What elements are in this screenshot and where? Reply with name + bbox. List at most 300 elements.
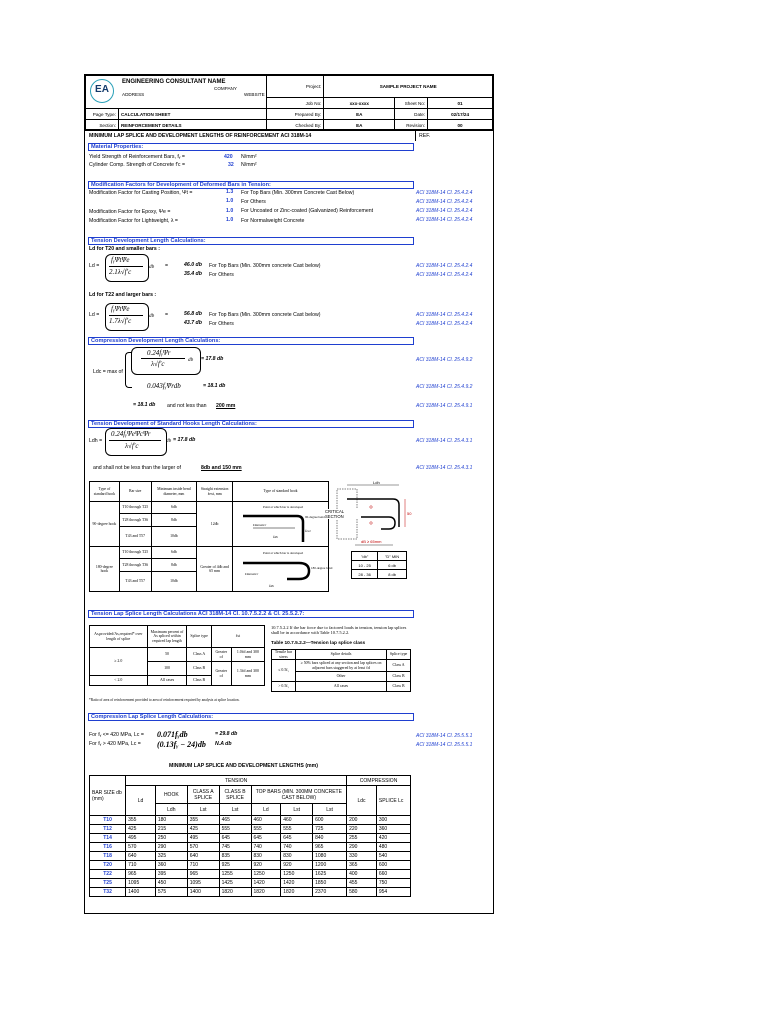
summary-cell: 750 xyxy=(376,879,410,888)
summary-cell: 455 xyxy=(347,879,377,888)
summary-cell: 575 xyxy=(155,888,187,897)
summary-cell: 300 xyxy=(376,816,410,825)
revision-label: Revision: xyxy=(395,120,428,131)
mod-label-0: Modification Factor for Casting Position, Ψt = xyxy=(89,190,193,196)
lap-right-stress-2: > 0.5fᵧ xyxy=(272,682,296,692)
summary-cell: 365 xyxy=(347,861,377,870)
hooks-th-dia: Minimum inside bend diameter, mm xyxy=(151,482,197,502)
summary-col-bar: BAR SIZE db (mm) xyxy=(90,776,126,816)
tension-small-heading: Ld for T20 and smaller bars : xyxy=(89,246,160,252)
hook-bar xyxy=(109,440,161,441)
mod-value-0: 1.3 xyxy=(226,189,234,195)
lap-pct-0: 50 xyxy=(147,648,187,662)
revision: 00 xyxy=(428,120,493,131)
summary-cell: 400 xyxy=(347,870,377,879)
mod-ref-1: ACI 318M-14 Cl. 25.4.2.4 xyxy=(416,199,473,205)
lap-type-1: Class B xyxy=(187,662,211,676)
hooks-180-dia-2: 10db xyxy=(151,571,197,591)
lap-right-type-0: Class A xyxy=(387,660,411,672)
hook-num: 0.24fᵧΨeΨcΨr xyxy=(111,430,151,438)
hooks-th-ext: Straight extension ℓext, mm xyxy=(197,482,233,502)
page-type-label: Page Type: xyxy=(86,109,119,120)
summary-cell: 965 xyxy=(313,843,347,852)
large-top-value: 56.8 db xyxy=(184,311,202,317)
summary-cell: 540 xyxy=(376,852,410,861)
comp-f1-db: db xyxy=(188,357,194,363)
tension-lap-heading: Tension Lap Splice Length Calculations ACI 318M-14 Cl. 10.7.5.2.2 & Cl. 25.5.2.7: xyxy=(88,610,414,618)
formula-small-bar xyxy=(109,266,143,267)
ld-label-small: Ld = xyxy=(89,263,100,269)
material-heading: Material Properties: xyxy=(88,143,414,151)
sheet-no: 01 xyxy=(428,98,493,109)
small-other-value: 35.4 db xyxy=(184,271,202,277)
company-name: ENGINEERING CONSULTANT NAME xyxy=(122,79,226,85)
summary-col-a-sub: Lst xyxy=(187,804,219,816)
lap-ratio-0: ≥ 2.0 xyxy=(90,648,148,676)
mod-ref-3: ACI 318M-14 Cl. 25.4.2.4 xyxy=(416,217,473,223)
lap-ge-1: Greater of xyxy=(211,662,231,686)
lap-left-th-3: ℓst xyxy=(211,626,264,648)
ref-column-divider xyxy=(415,129,416,141)
summary-cell: 1255 xyxy=(219,870,251,879)
fig-90-ldh: ℓdh xyxy=(272,535,278,539)
summary-bar-size: T18 xyxy=(90,852,126,861)
comp-lap-row2-value: N.A db xyxy=(215,741,232,747)
summary-bar-size: T22 xyxy=(90,870,126,879)
summary-cell: 290 xyxy=(155,843,187,852)
job-no: xxx-xxxx xyxy=(324,98,395,109)
comp-f2: 0.043fᵧΨrdb xyxy=(147,382,181,390)
comp-lap-row1-value: = 29.8 db xyxy=(215,731,238,737)
comp-not-less-value: 200 mm xyxy=(216,403,236,409)
lap-ratio-2: < 2.0 xyxy=(90,676,148,686)
comp-ref-3: ACI 318M-14 Cl. 25.4.9.1 xyxy=(416,403,473,409)
summary-row xyxy=(90,852,411,861)
project-name: SAMPLE PROJECT NAME xyxy=(324,76,493,98)
summary-cell: 1850 xyxy=(313,879,347,888)
summary-col-splice-group xyxy=(376,786,410,816)
summary-cell: 1820 xyxy=(219,888,251,897)
date: 02/17/24 xyxy=(428,109,493,120)
ldh-label: Ldh = xyxy=(89,438,103,444)
sheet-title: MINIMUM LAP SPLICE AND DEVELOPMENT LENGTHS OF REINFORCEMENT ACI 318M-14 xyxy=(89,133,312,139)
hooks-table xyxy=(89,481,333,592)
lap-type-2: Class B xyxy=(187,676,211,686)
summary-cell: 740 xyxy=(251,843,281,852)
bend-row-d-0: 6 db xyxy=(378,561,407,570)
summary-cell: 1420 xyxy=(251,879,281,888)
summary-cell: 555 xyxy=(281,825,313,834)
summary-cell: 645 xyxy=(281,834,313,843)
comp-lap-row2-formula: (0.13fᵧ − 24)db xyxy=(157,740,206,749)
mod-desc-2: For Uncoated or Zinc-coated (Galvanized) Reinforcement xyxy=(241,208,374,214)
summary-col-lc: Lc xyxy=(398,797,404,804)
detail-ldh: Ldh xyxy=(373,480,380,485)
bend-hdr-d: "D" MIN xyxy=(378,552,407,561)
summary-cell: 1425 xyxy=(219,879,251,888)
summary-row xyxy=(90,843,411,852)
summary-cell: 840 xyxy=(313,834,347,843)
fy-label: Yield Strength of Reinforcement Bars, fᵧ = xyxy=(89,154,185,160)
compression-lap-heading: Compression Lap Splice Length Calculations: xyxy=(88,713,414,721)
summary-col-a: CLASS A SPLICE xyxy=(187,786,219,804)
lap-right-title: Table 10.7.5.2.2—Tension lap splice class xyxy=(271,641,366,646)
comp-ref-2: ACI 318M-14 Cl. 25.4.9.2 xyxy=(416,384,473,390)
summary-cell: 255 xyxy=(347,834,377,843)
lap-right-type-2: Class B xyxy=(387,682,411,692)
summary-cell: 465 xyxy=(219,816,251,825)
logo-text: EA xyxy=(95,84,109,95)
summary-cell: 420 xyxy=(376,834,410,843)
summary-cell: 710 xyxy=(126,861,156,870)
summary-cell: 250 xyxy=(155,834,187,843)
large-ref-2: ACI 318M-14 Cl. 25.4.2.4 xyxy=(416,321,473,327)
fc-unit: N/mm² xyxy=(241,162,257,168)
summary-cell: 570 xyxy=(187,843,219,852)
fc-label: Cylinder Comp. Strength of Concrete f'c = xyxy=(89,162,185,168)
comp-lap-row1-label: For fᵧ <= 420 MPa, Lc = xyxy=(89,732,144,738)
summary-col-hook: HOOK xyxy=(155,786,187,804)
bend-row-db-1: 28 - 36 xyxy=(352,570,378,579)
ld-label-large: Ld = xyxy=(89,312,100,318)
fy-value: 420 xyxy=(224,154,233,160)
hooks-th-bar: Bar size xyxy=(119,482,151,502)
detail-mm: 50 xyxy=(407,511,412,516)
small-other-desc: For Others xyxy=(209,272,234,278)
bend-hdr-db: "db" xyxy=(352,552,378,561)
summary-cell: 1250 xyxy=(281,870,313,879)
hook-ref-2: ACI 318M-14 Cl. 25.4.3.1 xyxy=(416,465,473,471)
summary-cell: 835 xyxy=(219,852,251,861)
sheet-no-label: Sheet No: xyxy=(395,98,428,109)
summary-cell: 954 xyxy=(376,888,410,897)
website: WEBSITE xyxy=(244,92,265,97)
summary-col-b-sub: Lst xyxy=(219,804,251,816)
summary-cell: 425 xyxy=(126,825,156,834)
summary-cell: 710 xyxy=(187,861,219,870)
summary-cell: 645 xyxy=(251,834,281,843)
formula-small-num: fᵧΨtΨe xyxy=(111,256,130,264)
mod-value-1: 1.0 xyxy=(226,198,234,204)
summary-cell: 1820 xyxy=(281,888,313,897)
summary-row xyxy=(90,834,411,843)
fig-180-bend: 180-degree bend xyxy=(310,566,333,570)
summary-cell: 555 xyxy=(251,825,281,834)
summary-cell: 460 xyxy=(281,816,313,825)
formula-small-db: db xyxy=(149,264,155,270)
summary-compression: COMPRESSION xyxy=(347,776,411,786)
hook-ref-1: ACI 318M-14 Cl. 25.4.3.1 xyxy=(416,438,473,444)
ldc-brace xyxy=(125,352,132,388)
mod-ref-2: ACI 318M-14 Cl. 25.4.2.4 xyxy=(416,208,473,214)
summary-bar-size: T14 xyxy=(90,834,126,843)
summary-top-bars: TOP BARS (MIN. 300MM CONCRETE CAST BELOW) xyxy=(251,786,347,804)
small-top-value: 46.0 db xyxy=(184,262,202,268)
summary-title: MINIMUM LAP SPLICE AND DEVELOPMENT LENGTHS (mm) xyxy=(169,763,319,769)
lap-left-note: *Ratio of area of reinforcement provided to area of reinforcement required by analysis at splice location. xyxy=(89,698,240,702)
summary-col-top3: Lst xyxy=(313,804,347,816)
summary-cell: 965 xyxy=(126,870,156,879)
summary-cell: 1625 xyxy=(313,870,347,879)
lap-right-type-1: Class B xyxy=(387,672,411,682)
comp-f1-value: = 17.8 db xyxy=(201,356,224,362)
hook-den: λ√f'c xyxy=(125,442,139,450)
company-sub: COMPANY xyxy=(214,86,237,91)
summary-row xyxy=(90,861,411,870)
summary-cell: 425 xyxy=(187,825,219,834)
detail-critical: CRITICAL SECTION xyxy=(325,509,361,519)
lap-right-table xyxy=(271,649,411,692)
fig-180-ldh: ℓdh xyxy=(268,584,274,588)
prepared-by-label: Prepared By: xyxy=(266,109,324,120)
fig-180-point: Point at which bar is developed xyxy=(262,551,304,555)
formula-large-den: 1.7λ√f'c xyxy=(109,317,132,325)
fig-180-diameter: Diameter xyxy=(244,572,259,576)
eq-small: = xyxy=(165,263,169,269)
summary-cell: 330 xyxy=(347,852,377,861)
summary-cell: 450 xyxy=(155,879,187,888)
summary-cell: 1420 xyxy=(281,879,313,888)
summary-cell: 1200 xyxy=(313,861,347,870)
small-ref-1: ACI 318M-14 Cl. 25.4.2.4 xyxy=(416,263,473,269)
summary-bar-size: T10 xyxy=(90,816,126,825)
section-label: Section: xyxy=(86,120,119,131)
summary-cell: 740 xyxy=(281,843,313,852)
summary-cell: 180 xyxy=(155,816,187,825)
summary-col-top2: Lst xyxy=(281,804,313,816)
mod-label-2: Modification Factor for Epoxy, Ψe = xyxy=(89,209,171,215)
summary-cell: 580 xyxy=(347,888,377,897)
summary-cell: 360 xyxy=(155,861,187,870)
summary-cell: 830 xyxy=(281,852,313,861)
summary-cell: 2370 xyxy=(313,888,347,897)
mod-ref-0: ACI 318M-14 Cl. 25.4.2.4 xyxy=(416,190,473,196)
detail-ldh-min: dB ≥ 65mm xyxy=(361,539,382,544)
lap-right-th-0: Tensile bar stress xyxy=(272,650,296,660)
hooks-ext-180: Greater of 4db and 65 mm xyxy=(197,547,233,592)
hooks-180-bar-1: T28 through T36 xyxy=(119,559,151,571)
checked-by: EA xyxy=(324,120,395,131)
lap-right-details-1: Other xyxy=(295,672,386,682)
summary-cell: 600 xyxy=(376,861,410,870)
summary-cell: 725 xyxy=(313,825,347,834)
comp-f2-value: = 18.1 db xyxy=(203,383,226,389)
hook-shall: and shall not be less than the larger of xyxy=(93,465,181,471)
hook-180-drawing xyxy=(233,547,333,591)
summary-cell: 495 xyxy=(187,834,219,843)
summary-cell: 1080 xyxy=(313,852,347,861)
summary-cell: 920 xyxy=(251,861,281,870)
summary-tension: TENSION xyxy=(126,776,347,786)
hooks-180-bar-2: T43 and T57 xyxy=(119,571,151,591)
formula-large-db: db xyxy=(149,313,155,319)
hooks-90-dia-2: 10db xyxy=(151,526,197,546)
hooks-180-dia-1: 8db xyxy=(151,559,197,571)
summary-row xyxy=(90,816,411,825)
hooks-90-bar-0: T10 through T25 xyxy=(119,502,151,514)
summary-bar-size: T16 xyxy=(90,843,126,852)
summary-cell: 200 xyxy=(347,816,377,825)
ref-label: REF. xyxy=(419,133,431,139)
job-no-label: Job No: xyxy=(266,98,324,109)
summary-bar-size: T32 xyxy=(90,888,126,897)
hook-detail xyxy=(325,477,417,597)
fig-90-diameter: Diameter xyxy=(252,523,267,527)
bend-table xyxy=(351,551,407,579)
small-top-desc: For Top Bars (Min. 300mm concrete Cast below) xyxy=(209,263,321,269)
lap-right-details-2: All cases xyxy=(295,682,386,692)
mod-value-3: 1.0 xyxy=(226,217,234,223)
fig-90-ext: ℓext xyxy=(304,529,311,533)
mod-value-2: 1.0 xyxy=(226,208,234,214)
comp-lap-ref-2: ACI 318M-14 Cl. 25.5.5.1 xyxy=(416,742,473,748)
summary-cell: 570 xyxy=(126,843,156,852)
hooks-90-dia-1: 8db xyxy=(151,514,197,526)
summary-cell: 220 xyxy=(347,825,377,834)
lap-pct-1: 100 xyxy=(147,662,187,676)
fy-unit: N/mm² xyxy=(241,154,257,160)
hooks-type-90: 90-degree hook xyxy=(90,502,120,547)
page-type: CALCULATION SHEET xyxy=(118,109,266,120)
summary-cell: 1095 xyxy=(187,879,219,888)
hooks-90-bar-2: T43 and T57 xyxy=(119,526,151,546)
comp-ref-1: ACI 318M-14 Cl. 25.4.9.2 xyxy=(416,357,473,363)
hooks-90-bar-1: T28 through T36 xyxy=(119,514,151,526)
summary-cell: 460 xyxy=(251,816,281,825)
lap-right-th-2: Splice type xyxy=(387,650,411,660)
summary-cell: 640 xyxy=(187,852,219,861)
summary-col-top1: Ld xyxy=(251,804,281,816)
summary-cell: 290 xyxy=(347,843,377,852)
hook-90-figure xyxy=(232,502,328,547)
summary-row xyxy=(90,888,411,897)
summary-col-ldc: Ldc xyxy=(347,786,377,816)
hooks-ext-90: 12db xyxy=(197,502,233,547)
summary-cell: 600 xyxy=(313,816,347,825)
company-block xyxy=(86,76,267,109)
hooks-90-dia-0: 6db xyxy=(151,502,197,514)
summary-cell: 925 xyxy=(219,861,251,870)
comp-lap-row1-formula: 0.071fᵧdb xyxy=(157,730,188,739)
comp-f1-bar xyxy=(141,358,185,359)
summary-cell: 1400 xyxy=(126,888,156,897)
lap-left-th-1: Maximum percent of As spliced within required lap length xyxy=(147,626,187,648)
summary-cell: 745 xyxy=(219,843,251,852)
address: ADDRESS xyxy=(122,92,145,97)
summary-bar-size: T25 xyxy=(90,879,126,888)
section: REINFORCEMENT DETAILS xyxy=(118,120,266,131)
summary-cell: 355 xyxy=(126,816,156,825)
eq-large: = xyxy=(165,312,169,318)
hooks-th-type: Type of standard hook xyxy=(90,482,120,502)
hooks-heading: Tension Development of Standard Hooks Length Calculations: xyxy=(88,420,414,428)
small-ref-2: ACI 318M-14 Cl. 25.4.2.4 xyxy=(416,272,473,278)
lap-right-text: 10.7.5.2.2 If the bar force due to factored loads in tension, tension lap splices shall be in accordance with Table 10.7.5.2.2. xyxy=(271,625,407,635)
formula-large-num: fᵧΨtΨe xyxy=(111,305,130,313)
lap-type-0: Class A xyxy=(187,648,211,662)
summary-cell: 395 xyxy=(155,870,187,879)
summary-cell: 640 xyxy=(126,852,156,861)
lap-lst-1: 1.3ℓd and 300 mm xyxy=(231,662,264,686)
hook-db: db xyxy=(166,438,172,444)
bend-row-db-0: 10 - 25 xyxy=(352,561,378,570)
lap-left-table xyxy=(89,625,265,686)
lap-ge-0: Greater of xyxy=(211,648,231,662)
summary-cell: 660 xyxy=(376,870,410,879)
summary-col-hook-sub: Ldh xyxy=(155,804,187,816)
hooks-180-dia-0: 6db xyxy=(151,547,197,559)
fc-value: 32 xyxy=(228,162,234,168)
summary-table xyxy=(89,775,411,897)
comp-f1-num: 0.24fᵧΨr xyxy=(147,349,171,357)
fig-90-bend: 90-degree bend xyxy=(304,515,325,519)
tension-large-heading: Ld for T22 and larger bars : xyxy=(89,292,157,298)
summary-cell: 480 xyxy=(376,843,410,852)
formula-large-bar xyxy=(109,315,143,316)
mod-desc-1: For Others xyxy=(241,199,266,205)
project-label: Project: xyxy=(266,76,324,98)
summary-cell: 965 xyxy=(187,870,219,879)
prepared-by: EA xyxy=(324,109,395,120)
summary-cell: 1400 xyxy=(187,888,219,897)
hook-180-figure xyxy=(232,547,333,592)
summary-row xyxy=(90,879,411,888)
title-divider xyxy=(85,129,493,130)
lap-lst-0: 1.0ℓd and 300 mm xyxy=(231,648,264,662)
ldc-label: Ldc = max of xyxy=(93,369,123,375)
large-ref-1: ACI 318M-14 Cl. 25.4.2.4 xyxy=(416,312,473,318)
lap-right-th-1: Splice details xyxy=(295,650,386,660)
summary-col-b: CLASS B SPLICE xyxy=(219,786,251,804)
calculation-sheet xyxy=(84,74,494,914)
checked-by-label: Checked By: xyxy=(266,120,324,131)
tension-dev-heading: Tension Development Length Calculations: xyxy=(88,237,414,245)
summary-row xyxy=(90,825,411,834)
hook-value: = 17.8 db xyxy=(173,437,196,443)
summary-bar-size: T20 xyxy=(90,861,126,870)
large-top-desc: For Top Bars (Min. 300mm concrete Cast below) xyxy=(209,312,321,318)
lap-pct-2: All cases xyxy=(147,676,187,686)
hook-90-drawing xyxy=(233,502,327,546)
formula-small-den: 2.1λ√f'c xyxy=(109,268,132,276)
summary-row xyxy=(90,870,411,879)
header-table xyxy=(85,75,493,131)
summary-cell: 325 xyxy=(155,852,187,861)
summary-bar-size: T12 xyxy=(90,825,126,834)
mod-desc-3: For Normalweight Concrete xyxy=(241,218,305,224)
comp-lap-ref-1: ACI 318M-14 Cl. 25.5.5.1 xyxy=(416,733,473,739)
lap-left-th-0: As,provided/As,required* over length of splice xyxy=(90,626,148,648)
comp-lap-row2-label: For fᵧ > 420 MPa, Lc = xyxy=(89,741,141,747)
hooks-th-figure: Type of standard hook xyxy=(232,482,328,502)
summary-cell: 495 xyxy=(126,834,156,843)
lap-left-th-2: Splice type xyxy=(187,626,211,648)
mod-desc-0: For Top Bars (Min. 300mm Concrete Cast Below) xyxy=(241,190,355,196)
summary-col-splice: SPLICE xyxy=(378,797,397,804)
summary-cell: 645 xyxy=(219,834,251,843)
summary-col-ld: Ld xyxy=(126,786,156,816)
hooks-type-180: 180-degree hook xyxy=(90,547,120,592)
compression-dev-heading: Compression Development Length Calculations: xyxy=(88,337,414,345)
mod-label-3: Modification Factor for Lightweight, λ = xyxy=(89,218,178,224)
summary-cell: 360 xyxy=(376,825,410,834)
summary-cell: 1250 xyxy=(251,870,281,879)
comp-result: = 18.1 db xyxy=(133,402,156,408)
summary-cell: 830 xyxy=(251,852,281,861)
summary-body xyxy=(90,816,411,897)
comp-f1-den: λ√f'c xyxy=(151,360,165,368)
hook-detail-drawing xyxy=(333,477,417,597)
